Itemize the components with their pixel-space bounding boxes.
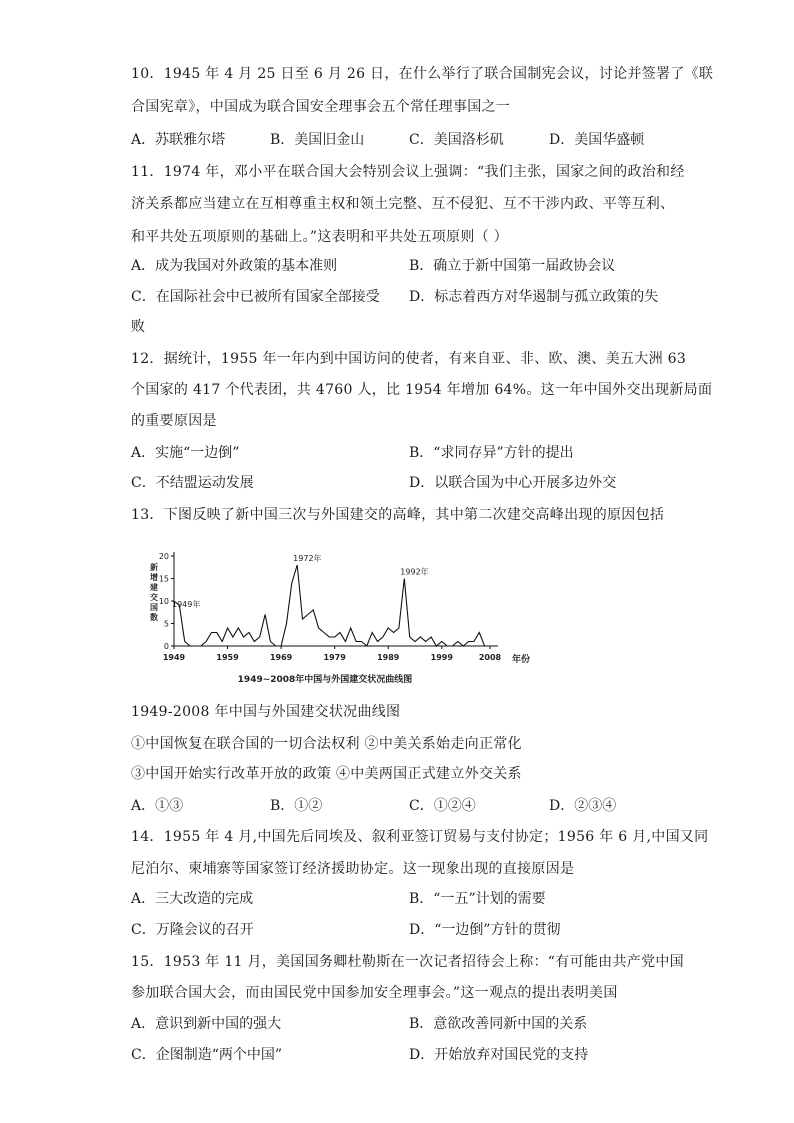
q13-line-1: 13．下图反映了新中国三次与外国建交的高峰，其中第二次建交高峰出现的原因包括 [131, 507, 665, 523]
chart-x-ticks [163, 646, 502, 662]
y-tick-label: 5 [163, 619, 169, 629]
diplomatic-relations-chart [130, 540, 530, 690]
q15-option-a[interactable]: A．意识到新中国的强大 [131, 1016, 282, 1032]
q11-line-2: 济关系都应当建立在互相尊重主权和领土完整、互不侵犯、互不干涉内政、平等互利、 [131, 196, 675, 212]
q10-option-b[interactable]: B．美国旧金山 [270, 132, 365, 148]
q15-line-1: 15．1953 年 11 月，美国国务卿杜勒斯在一次记者招待会上称：“有可能由共产党中国 [131, 954, 684, 970]
q11-line-3: 和平共处五项原则的基础上。”这表明和平共处五项原则（ ） [131, 229, 509, 245]
q10-option-a[interactable]: A．苏联雅尔塔 [131, 132, 226, 148]
chart-title: 1949~2008年中国与外国建交状况曲线图 [237, 675, 413, 685]
q12-line-2: 个国家的 417 个代表团，共 4760 人，比 1954 年增加 64%。这一年中国外交出现新局面 [131, 382, 713, 398]
q14-option-c[interactable]: C．万隆会议的召开 [131, 922, 254, 938]
peak-annotation: 1992年 [400, 567, 429, 577]
q13-option-a[interactable]: A．①③ [131, 798, 184, 814]
chart-y-label: 新增建交国数 [150, 563, 158, 622]
q10-line-1: 10．1945 年 4 月 25 日至 6 月 26 日，在什么举行了联合国制宪会议，讨论并签署了《联 [131, 66, 714, 82]
x-tick-label: 1969 [269, 653, 293, 662]
x-tick-label: 2008 [478, 653, 502, 662]
q14-option-d[interactable]: D．“一边倒”方针的贯彻 [409, 922, 561, 938]
q13-option-c[interactable]: C．①②④ [409, 798, 476, 814]
q12-option-b[interactable]: B．“求同存异”方针的提出 [409, 445, 574, 461]
q15-option-b[interactable]: B．意欲改善同新中国的关系 [409, 1016, 588, 1032]
q13-chart-caption: 1949-2008 年中国与外国建交状况曲线图 [131, 704, 401, 720]
y-tick-label: 10 [158, 597, 169, 606]
q13-option-b[interactable]: B．①② [270, 798, 323, 814]
q15-option-c[interactable]: C．企图制造“两个中国” [131, 1047, 283, 1063]
y-tick-label: 0 [163, 642, 169, 651]
q12-option-d[interactable]: D．以联合国为中心开展多边外交 [409, 475, 617, 491]
q12-line-3: 的重要原因是 [131, 413, 217, 429]
q15-line-2: 参加联合国大会，而由国民党中国参加安全理事会。”这一观点的提出表明美国 [131, 985, 618, 1001]
chart-x-label: 年份 [512, 655, 530, 665]
q10-line-2: 合国宪章》，中国成为联合国安全理事会五个常任理事国之一 [131, 99, 511, 115]
peak-annotation: 1972年 [293, 554, 322, 563]
peak-annotation: 1949年 [172, 600, 201, 609]
q12-option-a[interactable]: A．实施“一边倒” [131, 445, 240, 461]
y-tick-label: 15 [158, 574, 169, 584]
x-tick-label: 1949 [162, 653, 186, 662]
chart-axes [174, 552, 498, 646]
q13-item-line-2: ③中国开始实行改革开放的政策 ④中美两国正式建立外交关系 [131, 766, 522, 782]
q11-option-d-continued: 败 [131, 319, 146, 335]
x-tick-label: 1999 [430, 653, 453, 662]
q11-line-1: 11．1974 年，邓小平在联合国大会特别会议上强调：“我们主张，国家之间的政治和经 [131, 164, 685, 180]
q11-option-c[interactable]: C．在国际社会中已被所有国家全部接受 [131, 289, 380, 305]
q13-item-line-1: ①中国恢复在联合国的一切合法权利 ②中美关系始走向正常化 [131, 736, 522, 752]
q11-option-a[interactable]: A．成为我国对外政策的基本准则 [131, 258, 338, 274]
q10-option-d[interactable]: D．美国华盛顿 [549, 132, 645, 148]
x-tick-label: 1959 [216, 653, 239, 662]
q12-line-1: 12．据统计，1955 年一年内到中国访问的使者，有来自亚、非、欧、澳、美五大洲 63 [131, 351, 687, 367]
q13-option-d[interactable]: D．②③④ [549, 798, 617, 814]
q11-option-b[interactable]: B．确立于新中国第一届政协会议 [409, 258, 616, 274]
q14-option-a[interactable]: A．三大改造的完成 [131, 891, 254, 907]
q11-option-d[interactable]: D．标志着西方对华遏制与孤立政策的失 [409, 289, 659, 305]
chart-series-line [174, 565, 490, 646]
q14-line-2: 尼泊尔、柬埔寨等国家签订经济援助协定。这一现象出现的直接原因是 [131, 861, 575, 877]
y-tick-label: 20 [158, 552, 169, 561]
x-tick-label: 1989 [377, 653, 400, 662]
q14-line-1: 14．1955 年 4 月,中国先后同埃及、叙利亚签订贸易与支付协定；1956 年 6 月,中国又同 [131, 829, 709, 845]
q12-option-c[interactable]: C．不结盟运动发展 [131, 475, 254, 491]
q14-option-b[interactable]: B．“一五”计划的需要 [409, 891, 546, 907]
x-tick-label: 1979 [323, 653, 346, 662]
q10-option-c[interactable]: C．美国洛杉矶 [409, 132, 504, 148]
q15-option-d[interactable]: D．开始放弃对国民党的支持 [409, 1047, 589, 1063]
